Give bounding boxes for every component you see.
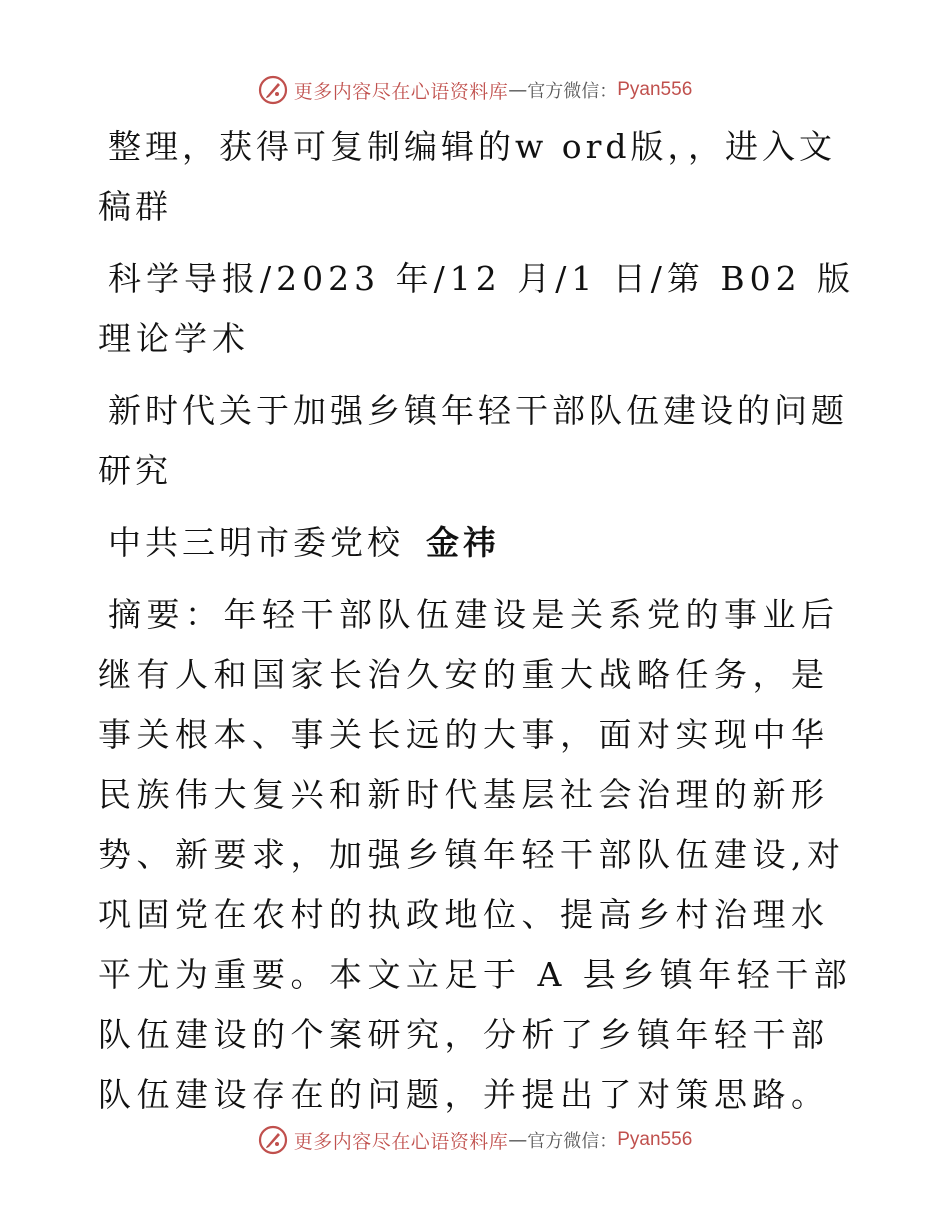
banner-separator: — <box>508 79 528 101</box>
banner-site-name: 更多内容尽在心语资料库 <box>293 1130 509 1153</box>
abstract-paragraph: 摘要：年轻干部队伍建设是关系党的事业后继有人和国家长治久安的重大战略任务，是事关根本、事关长远的大事，面对实现中华民族伟大复兴和新时代基层社会治理的新形势、新要求，加强乡镇年轻干部队伍建设,对巩固党在农村的执政地位、提高乡村治理水平尤为重要。本文立足于 A 县乡镇年轻干部队伍建设的个案研究，分析了乡镇年轻干部队伍建设存在的问题，并提出了对策思路。 <box>98 595 853 1114</box>
author-name: 金祎 <box>426 523 500 562</box>
banner-wechat-label: 官方微信： <box>527 1131 618 1152</box>
banner-wechat-id: Pyan556 <box>617 79 693 100</box>
intro-paragraph: 整理，获得可复制编辑的w ord版，，进入文稿群 <box>98 127 837 226</box>
banner-wechat-id: Pyan556 <box>617 1129 693 1150</box>
quill-seal-icon <box>258 75 288 105</box>
banner-wechat-label: 官方微信： <box>527 81 618 102</box>
source-line: 科学导报/2023 年/12 月/1 日/第 B02 版理论学术 <box>98 259 856 358</box>
author-line <box>98 513 858 573</box>
article-title: 新时代关于加强乡镇年轻干部队伍建设的问题研究 <box>98 391 848 490</box>
footer-banner <box>0 1120 950 1160</box>
author-organization: 中共三明市委党校 <box>108 523 404 562</box>
banner-separator: — <box>508 1129 528 1151</box>
quill-seal-icon <box>258 1125 288 1155</box>
banner-site-name: 更多内容尽在心语资料库 <box>293 80 509 103</box>
header-banner <box>0 70 950 110</box>
document-body <box>98 117 858 1137</box>
